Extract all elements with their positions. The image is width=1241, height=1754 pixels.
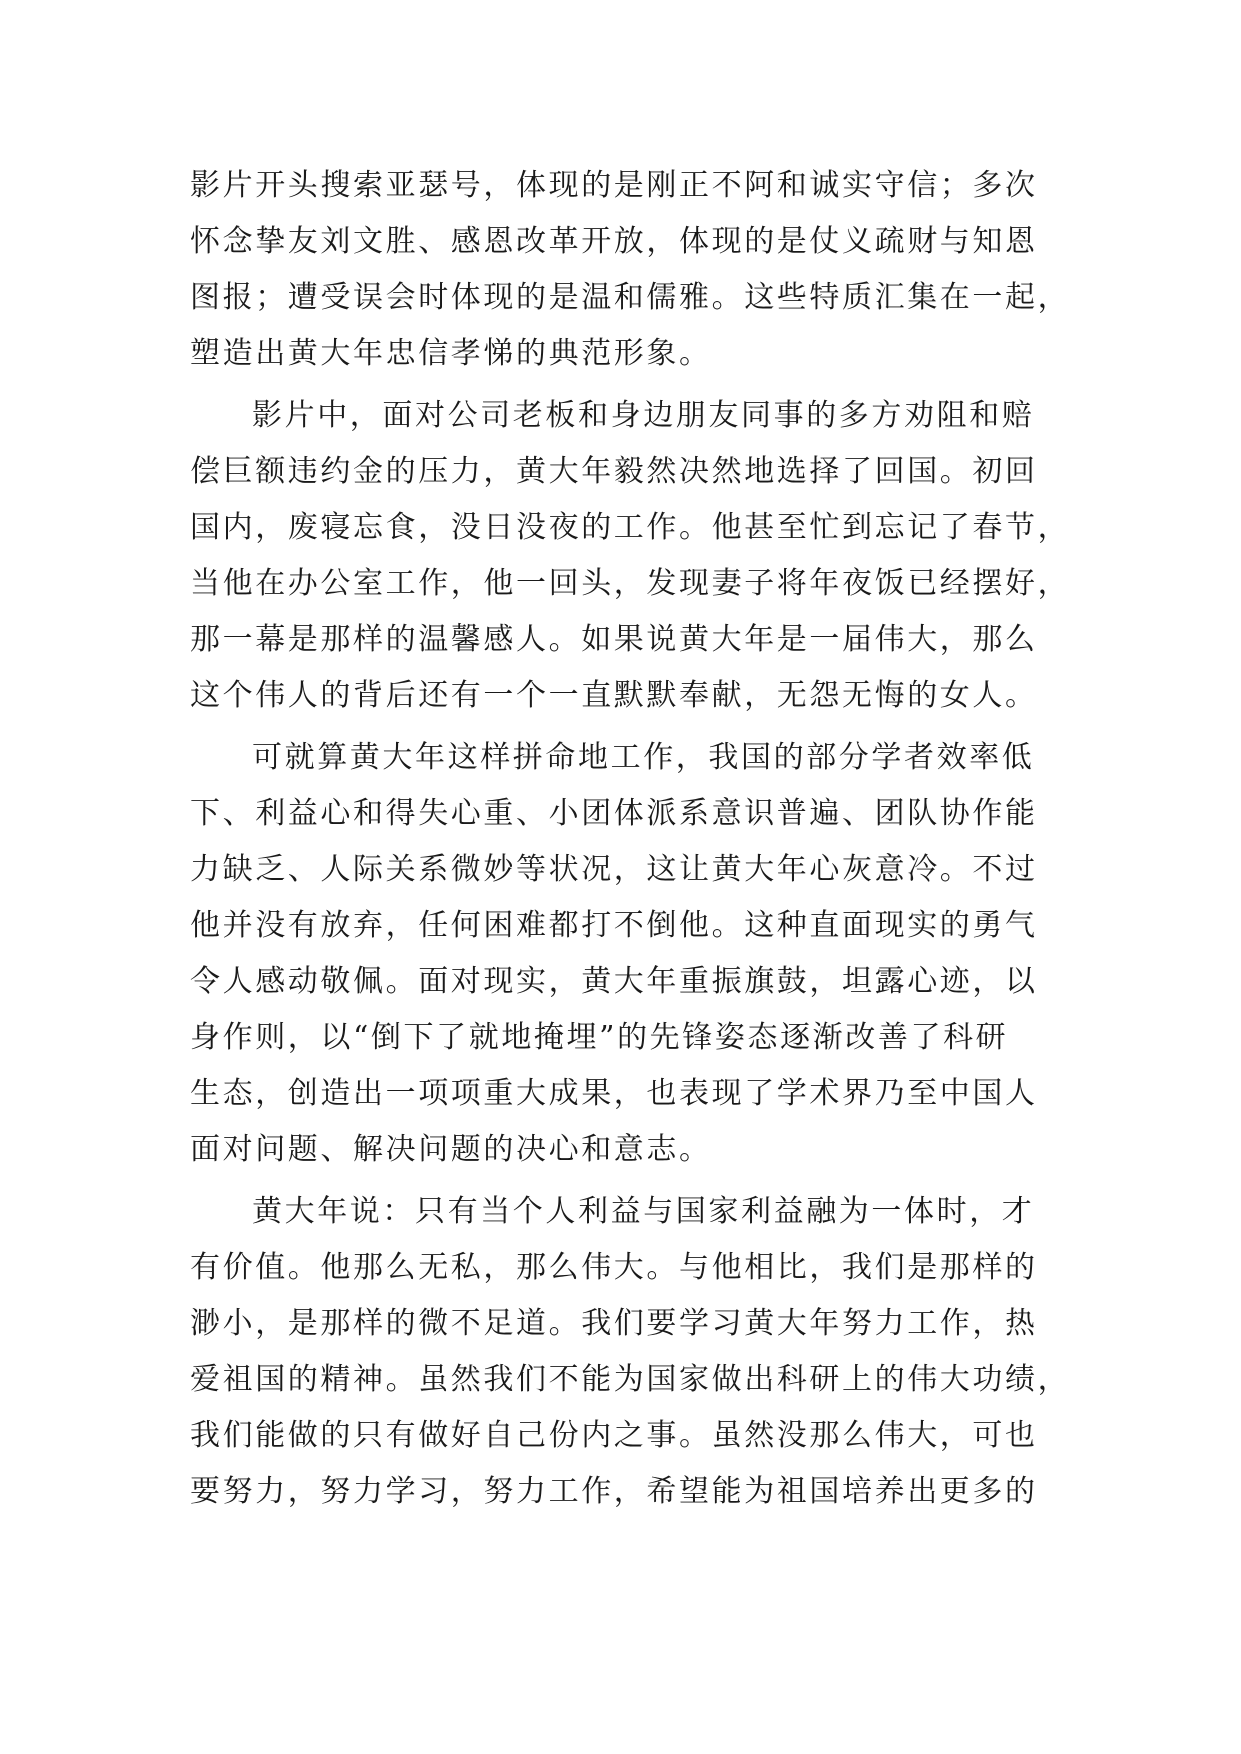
paragraph-3: [190, 730, 1070, 1178]
paragraph-line: 偿巨额违约金的压力，黄大年毅然决然地选择了回国。初回: [190, 454, 1038, 489]
paragraph-line: 爱祖国的精神。虽然我们不能为国家做出科研上的伟大功绩，: [190, 1362, 1071, 1397]
paragraph-line: 当他在办公室工作，他一回头，发现妻子将年夜饭已经摆好，: [190, 566, 1071, 601]
paragraph-line: 影片开头搜索亚瑟号，体现的是刚正不阿和诚实守信；多次: [190, 168, 1038, 203]
paragraph-line: 渺小，是那样的微不足道。我们要学习黄大年努力工作，热: [190, 1306, 1038, 1341]
paragraph-line: 国内，废寝忘食，没日没夜的工作。他甚至忙到忘记了春节，: [190, 510, 1071, 545]
paragraph-line: 那一幕是那样的温馨感人。如果说黄大年是一届伟大，那么: [190, 622, 1038, 657]
paragraph-line: 可就算黄大年这样拼命地工作，我国的部分学者效率低: [252, 740, 1035, 775]
paragraph-line: 我们能做的只有做好自己份内之事。虽然没那么伟大，可也: [190, 1418, 1038, 1453]
paragraph-line: 怀念挚友刘文胜、感恩改革开放，体现的是仗义疏财与知恩: [190, 224, 1038, 259]
paragraph-line: 生态，创造出一项项重大成果，也表现了学术界乃至中国人: [190, 1076, 1038, 1111]
paragraph-line: 身作则，以“倒下了就地掩埋”的先锋姿态逐渐改善了科研: [190, 1020, 1009, 1055]
paragraph-line: 下、利益心和得失心重、小团体派系意识普遍、团队协作能: [190, 796, 1038, 831]
paragraph-line: 黄大年说：只有当个人利益与国家利益融为一体时，才: [252, 1194, 1035, 1229]
paragraph-line: 这个伟人的背后还有一个一直默默奉献，无怨无悔的女人。: [190, 678, 1038, 713]
paragraph-line: 力缺乏、人际关系微妙等状况，这让黄大年心灰意冷。不过: [190, 852, 1038, 887]
paragraph-line: 影片中，面对公司老板和身边朋友同事的多方劝阻和赔: [252, 398, 1035, 433]
paragraph-line: 塑造出黄大年忠信孝悌的典范形象。: [190, 336, 712, 371]
paragraph-line: 图报；遭受误会时体现的是温和儒雅。这些特质汇集在一起，: [190, 280, 1071, 315]
document-body: [190, 158, 1070, 1520]
paragraph-line: 他并没有放弃，任何困难都打不倒他。这种直面现实的勇气: [190, 908, 1038, 943]
paragraph-4: [190, 1184, 1070, 1520]
paragraph-line: 令人感动敬佩。面对现实，黄大年重振旗鼓，坦露心迹，以: [190, 964, 1038, 999]
paragraph-1: [190, 158, 1070, 382]
paragraph-line: 要努力，努力学习，努力工作，希望能为祖国培养出更多的: [190, 1474, 1038, 1509]
paragraph-2: [190, 388, 1070, 724]
paragraph-line: 面对问题、解决问题的决心和意志。: [190, 1132, 712, 1167]
paragraph-line: 有价值。他那么无私，那么伟大。与他相比，我们是那样的: [190, 1250, 1038, 1285]
